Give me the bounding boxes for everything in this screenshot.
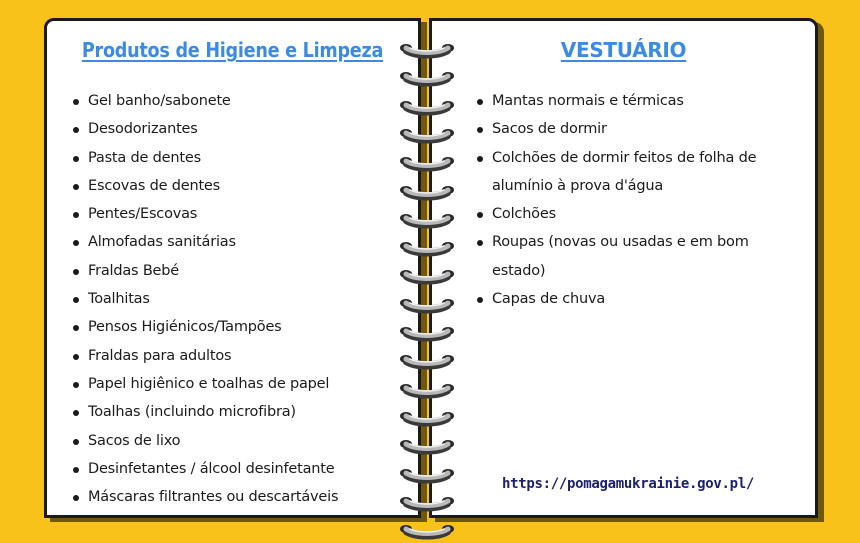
- list-item: [71, 370, 338, 398]
- list-item-label: Pasta de dentes: [88, 149, 201, 166]
- list-item: [71, 200, 338, 228]
- bullet-dot-icon: [477, 156, 483, 162]
- list-item: [71, 285, 338, 313]
- list-item-label: Máscaras filtrantes ou descartáveis: [88, 489, 339, 506]
- bullet-dot-icon: [73, 297, 79, 303]
- list-item-label: Desodorizantes: [88, 121, 198, 138]
- bullet-dot-icon: [73, 325, 79, 331]
- list-item-label: Toalhitas: [88, 291, 150, 308]
- list-item: [71, 483, 338, 511]
- list-item-label: Sacos de dormir: [492, 121, 607, 138]
- list-item-label: Papel higiênico e toalhas de papel: [88, 375, 330, 392]
- list-item-label: Toalhas (incluindo microfibra): [88, 404, 296, 421]
- spiral-binding-ring-icon: [396, 204, 458, 232]
- bullet-dot-icon: [73, 184, 79, 190]
- list-item-label: Gel banho/sabonete: [88, 93, 231, 109]
- spiral-binding-ring-icon: [396, 34, 458, 62]
- bullet-dot-icon: [73, 156, 79, 162]
- list-item: [71, 87, 338, 115]
- list-item: [71, 257, 338, 285]
- bullet-dot-icon: [73, 495, 79, 501]
- list-item: [71, 144, 338, 172]
- spiral-binding-ring-icon: [396, 289, 458, 317]
- right-page-title: VESTUÁRIO: [560, 38, 687, 62]
- bullet-dot-icon: [73, 212, 79, 218]
- list-item-label: Almofadas sanitárias: [88, 234, 236, 251]
- list-item-label: Fraldas Bebé: [88, 262, 180, 279]
- bullet-dot-icon: [73, 410, 79, 416]
- list-item-label: Fraldas para adultos: [88, 347, 232, 364]
- bullet-dot-icon: [73, 99, 79, 105]
- list-item: [475, 144, 795, 201]
- clothing-list: [475, 87, 795, 313]
- bullet-dot-icon: [73, 439, 79, 445]
- list-item: [71, 427, 338, 455]
- spiral-binding-ring-icon: [396, 62, 458, 90]
- list-item: [71, 228, 338, 256]
- list-item: [71, 342, 338, 370]
- spiral-binding-ring-icon: [396, 374, 458, 402]
- spiral-binding-ring-icon: [396, 176, 458, 204]
- bullet-dot-icon: [73, 240, 79, 246]
- list-item: [71, 398, 338, 426]
- list-item: [475, 200, 795, 228]
- spiral-binding-ring-icon: [396, 317, 458, 345]
- list-item: [475, 115, 795, 143]
- bullet-dot-icon: [477, 212, 483, 218]
- list-item-label: Sacos de lixo: [88, 432, 181, 449]
- right-notebook-page: [429, 18, 818, 518]
- list-item-label: Mantas normais e térmicas: [492, 93, 684, 109]
- spiral-binding-ring-icon: [396, 402, 458, 430]
- spiral-binding-ring-icon: [396, 91, 458, 119]
- left-page-title: Produtos de Higiene e Limpeza: [81, 38, 384, 62]
- list-item-label: Roupas (novas ou usadas e em bom estado): [492, 234, 749, 279]
- list-item-label: Desinfetantes / álcool desinfetante: [88, 460, 335, 477]
- website-link[interactable]: https://pomagamukrainie.gov.pl/: [502, 476, 754, 492]
- spiral-binding-ring-icon: [396, 345, 458, 373]
- list-item: [71, 115, 338, 143]
- bullet-dot-icon: [477, 127, 483, 133]
- list-item-label: Colchões de dormir feitos de folha de alumínio à prova d'água: [492, 149, 757, 194]
- bullet-dot-icon: [73, 467, 79, 473]
- list-item: [475, 87, 795, 115]
- list-item: [475, 285, 795, 313]
- list-item-label: Colchões: [492, 206, 556, 223]
- list-item: [71, 172, 338, 200]
- spiral-binding-ring-icon: [396, 515, 458, 543]
- bullet-dot-icon: [73, 354, 79, 360]
- bullet-dot-icon: [477, 240, 483, 246]
- spiral-binding-ring-icon: [396, 232, 458, 260]
- list-item: [71, 455, 338, 483]
- spiral-binding: [396, 0, 458, 500]
- bullet-dot-icon: [73, 127, 79, 133]
- list-item-label: Pentes/Escovas: [88, 206, 198, 223]
- list-item-label: Capas de chuva: [492, 291, 606, 308]
- left-notebook-page: [44, 18, 421, 518]
- hygiene-products-list: [71, 87, 338, 511]
- bullet-dot-icon: [73, 269, 79, 275]
- spiral-binding-ring-icon: [396, 119, 458, 147]
- spiral-binding-ring-icon: [396, 459, 458, 487]
- spiral-binding-ring-icon: [396, 487, 458, 515]
- spiral-binding-ring-icon: [396, 430, 458, 458]
- spiral-binding-ring-icon: [396, 147, 458, 175]
- list-item: [475, 228, 795, 285]
- list-item-label: Escovas de dentes: [88, 177, 220, 194]
- spiral-binding-ring-icon: [396, 260, 458, 288]
- list-item: [71, 313, 338, 341]
- bullet-dot-icon: [477, 99, 483, 105]
- bullet-dot-icon: [477, 297, 483, 303]
- list-item-label: Pensos Higiénicos/Tampões: [88, 319, 282, 336]
- bullet-dot-icon: [73, 382, 79, 388]
